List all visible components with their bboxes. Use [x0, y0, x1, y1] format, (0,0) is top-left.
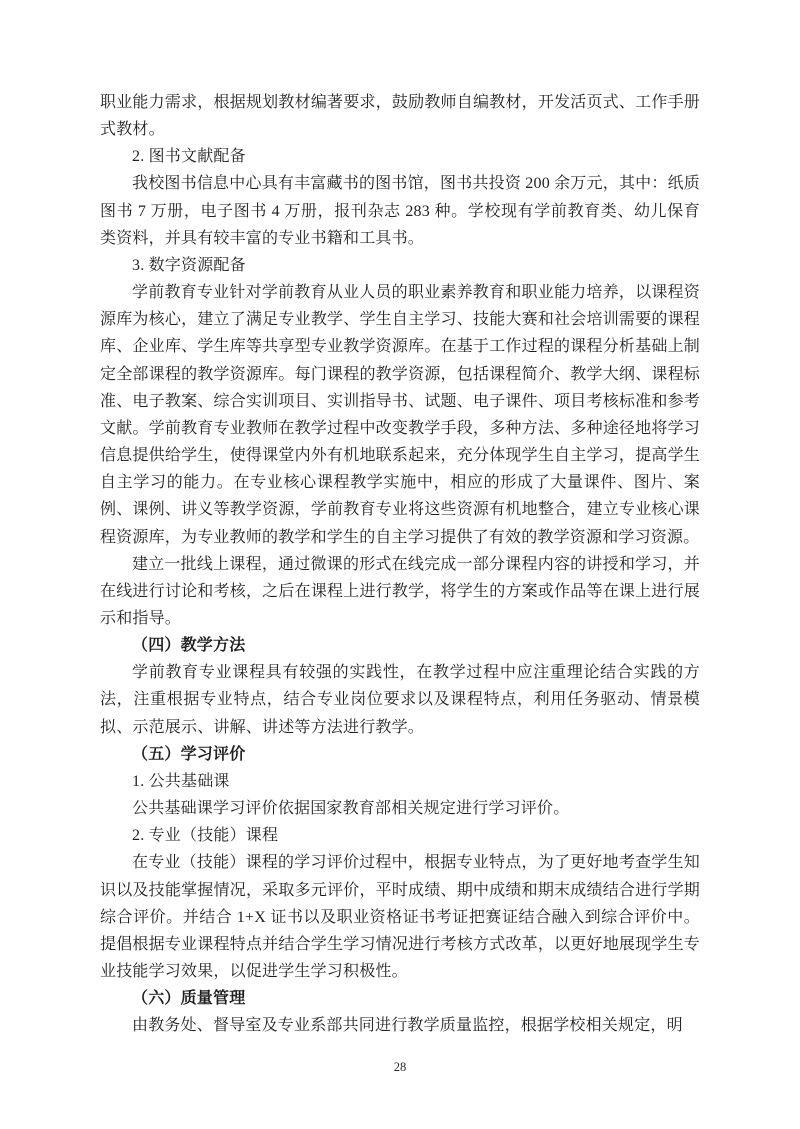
- document-body: [100, 89, 700, 1039]
- paragraph: 建立一批线上课程，通过微课的形式在线完成一部分课程内容的讲授和学习，并在线进行讨论和考核，之后在课程上进行教学，将学生的方案或作品等在课上进行展示和指导。: [100, 555, 700, 627]
- page-number: 28: [393, 1060, 407, 1074]
- section-heading: （四）教学方法: [132, 637, 246, 655]
- paragraph: 我校图书信息中心具有丰富藏书的图书馆，图书共投资 200 余万元，其中：纸质图书 7 万册，电子图书 4 万册，报刊杂志 283 种。学校现有学前教育类、幼儿保育类资料，并具有较丰富的专业书籍和工具书。: [100, 175, 700, 247]
- paragraph: 学前教育专业课程具有较强的实践性，在教学过程中应注重理论结合实践的方法，注重根据专业特点，结合专业岗位要求以及课程特点，利用任务驱动、情景模拟、示范展示、讲解、讲述等方法进行教学。: [100, 664, 700, 736]
- paragraph: 3. 数字资源配备: [132, 256, 246, 274]
- paragraph: 2. 专业（技能）课程: [132, 827, 279, 845]
- paragraph: 在专业（技能）课程的学习评价过程中，根据专业特点，为了更好地考查学生知识以及技能掌握情况，采取多元评价，平时成绩、期中成绩和期末成绩结合进行学期综合评价。并结合 1+X 证书以及职业资格证书考证把赛证结合融入到综合评价中。提倡根据专业课程特点并结合学生学习情况进行考核方式改革，以更好地展现学生专业技能学习效果，以促进学生学习积极性。: [100, 854, 700, 980]
- paragraph: 学前教育专业针对学前教育从业人员的职业素养教育和职业能力培养，以课程资源库为核心，建立了满足专业教学、学生自主学习、技能大赛和社会培训需要的课程库、企业库、学生库等共享型专业教学资源库。在基于工作过程的课程分析基础上制定全部课程的教学资源库。每门课程的教学资源，包括课程简介、教学大纲、课程标准、电子教案、综合实训项目、实训指导书、试题、电子课件、项目考核标准和参考文献。学前教育专业教师在教学过程中改变教学手段，多种方法、多种途径地将学习信息提供给学生，使得课堂内外有机地联系起来，充分体现学生自主学习，提高学生自主学习的能力。在专业核心课程教学实施中，相应的形成了大量课件、图片、案例、课例、讲义等教学资源，学前教育专业将这些资源有机地整合，建立专业核心课程资源库，为专业教师的教学和学生的自主学习提供了有效的教学资源和学习资源。: [100, 284, 700, 546]
- section-heading: （五）学习评价: [132, 745, 246, 763]
- paragraph: 公共基础课学习评价依据国家教育部相关规定进行学习评价。: [132, 800, 570, 818]
- paragraph: 职业能力需求，根据规划教材编著要求，鼓励教师自编教材，开发活页式、工作手册式教材。: [100, 94, 700, 139]
- paragraph: 由教务处、督导室及专业系部共同进行教学质量监控，根据学校相关规定，明: [132, 1017, 683, 1035]
- section-heading: （六）质量管理: [132, 990, 246, 1008]
- paragraph: 2. 图书文献配备: [132, 148, 246, 166]
- paragraph: 1. 公共基础课: [132, 772, 230, 790]
